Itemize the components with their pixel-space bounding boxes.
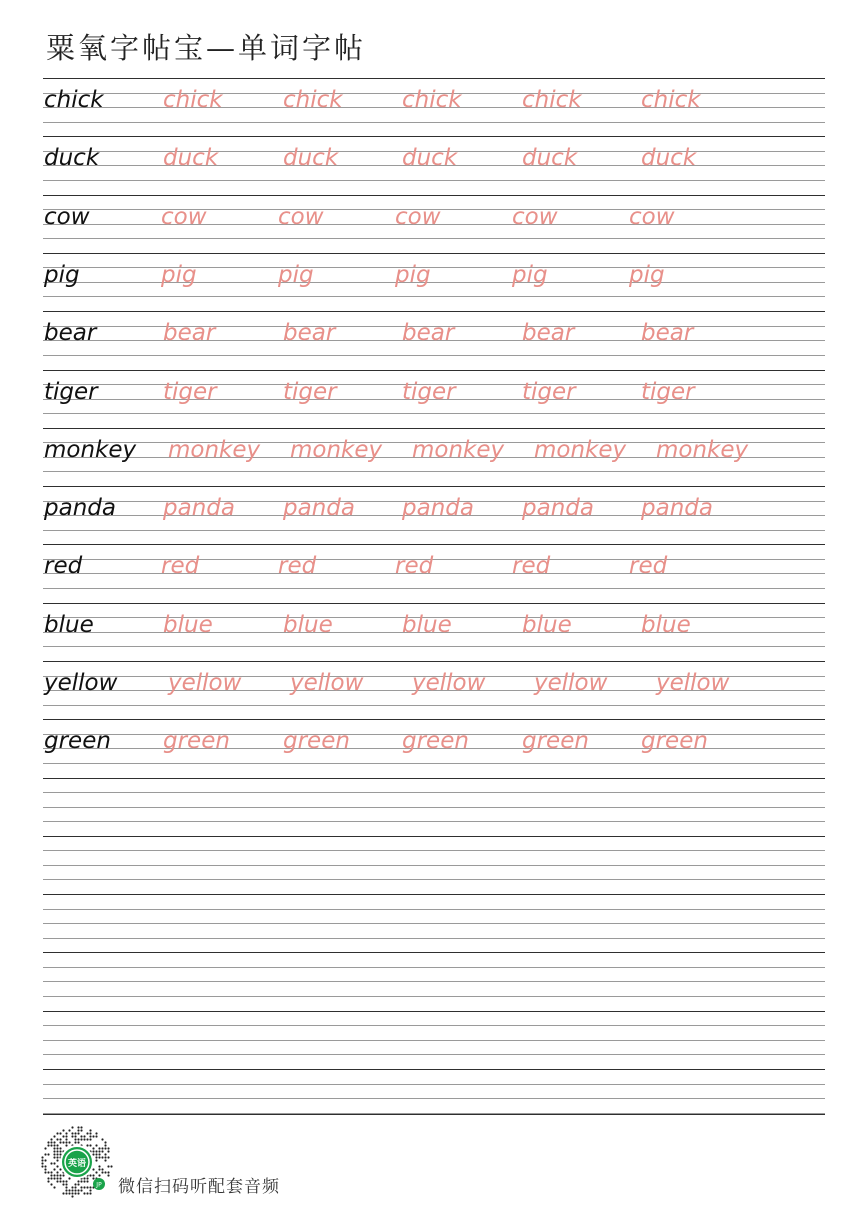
qr-corner-label: JP	[96, 1181, 102, 1189]
writing-line	[43, 1084, 825, 1085]
trace-word: cow	[278, 204, 324, 230]
trace-word: cow	[629, 204, 675, 230]
word-row	[0, 262, 868, 302]
trace-word: cow	[512, 204, 558, 230]
qr-code[interactable]	[41, 1126, 113, 1198]
writing-line	[43, 1040, 825, 1041]
trace-word: pig	[278, 262, 314, 288]
trace-word: pig	[629, 262, 665, 288]
writing-line	[43, 879, 825, 880]
trace-word: bear	[283, 320, 336, 346]
trace-word: tiger	[163, 379, 217, 405]
model-word: panda	[44, 495, 116, 521]
trace-word: bear	[522, 320, 575, 346]
writing-line	[43, 909, 825, 910]
trace-word: pig	[161, 262, 197, 288]
model-word: cow	[44, 204, 90, 230]
trace-word: monkey	[168, 437, 261, 463]
audio-caption: 微信扫码听配套音频	[118, 1177, 280, 1197]
trace-word: pig	[395, 262, 431, 288]
writing-line-top	[43, 1011, 825, 1012]
trace-word: bear	[163, 320, 216, 346]
model-word: duck	[44, 145, 100, 171]
word-row	[0, 553, 868, 593]
word-row	[0, 204, 868, 244]
trace-word: duck	[163, 145, 219, 171]
trace-word: panda	[402, 495, 474, 521]
model-word: tiger	[44, 379, 98, 405]
trace-word: yellow	[656, 670, 730, 696]
trace-word: green	[163, 728, 230, 754]
writing-line	[43, 1098, 825, 1099]
writing-line-top	[43, 836, 825, 837]
writing-line-top	[43, 719, 825, 720]
page-title: 粟氧字帖宝—单词字帖	[46, 31, 367, 65]
writing-line	[43, 996, 825, 997]
writing-line	[43, 967, 825, 968]
trace-word: red	[395, 553, 434, 579]
trace-word: bear	[641, 320, 694, 346]
model-word: blue	[44, 612, 94, 638]
trace-word: green	[522, 728, 589, 754]
writing-line	[43, 865, 825, 866]
trace-word: chick	[283, 87, 343, 113]
writing-line	[43, 1054, 825, 1055]
writing-line-top	[43, 428, 825, 429]
trace-word: monkey	[534, 437, 627, 463]
trace-word: chick	[163, 87, 223, 113]
trace-word: green	[641, 728, 708, 754]
model-word: bear	[44, 320, 97, 346]
word-row	[0, 87, 868, 127]
writing-line	[43, 792, 825, 793]
writing-line	[43, 1025, 825, 1026]
writing-line	[43, 807, 825, 808]
writing-line	[43, 981, 825, 982]
trace-word: blue	[402, 612, 452, 638]
writing-line-top	[43, 136, 825, 137]
model-word: yellow	[44, 670, 118, 696]
trace-word: duck	[522, 145, 578, 171]
writing-line-top	[43, 544, 825, 545]
writing-line-bottom	[43, 1114, 825, 1115]
trace-word: green	[402, 728, 469, 754]
trace-word: blue	[522, 612, 572, 638]
writing-line	[43, 923, 825, 924]
trace-word: bear	[402, 320, 455, 346]
qr-code-graphic	[41, 1126, 113, 1198]
writing-line	[43, 821, 825, 822]
word-row	[0, 728, 868, 768]
trace-word: pig	[512, 262, 548, 288]
model-word: pig	[44, 262, 80, 288]
trace-word: monkey	[412, 437, 505, 463]
writing-line-top	[43, 603, 825, 604]
word-row	[0, 612, 868, 652]
word-row	[0, 320, 868, 360]
writing-line	[43, 850, 825, 851]
trace-word: duck	[402, 145, 458, 171]
model-word: chick	[44, 87, 104, 113]
word-row	[0, 145, 868, 185]
word-row	[0, 437, 868, 477]
writing-line-top	[43, 486, 825, 487]
model-word: green	[44, 728, 111, 754]
trace-word: blue	[163, 612, 213, 638]
writing-line-top	[43, 370, 825, 371]
trace-word: red	[512, 553, 551, 579]
writing-line-top	[43, 778, 825, 779]
writing-line-top	[43, 952, 825, 953]
trace-word: cow	[161, 204, 207, 230]
trace-word: monkey	[290, 437, 383, 463]
qr-badge-label: 英语	[67, 1159, 87, 1169]
model-word: monkey	[44, 437, 137, 463]
word-row	[0, 495, 868, 535]
writing-line-top	[43, 1069, 825, 1070]
writing-line-top	[43, 661, 825, 662]
word-row	[0, 670, 868, 710]
writing-line-top	[43, 894, 825, 895]
trace-word: panda	[641, 495, 713, 521]
trace-word: green	[283, 728, 350, 754]
trace-word: panda	[522, 495, 594, 521]
trace-word: blue	[641, 612, 691, 638]
word-row	[0, 379, 868, 419]
trace-word: blue	[283, 612, 333, 638]
trace-word: panda	[163, 495, 235, 521]
trace-word: chick	[641, 87, 701, 113]
trace-word: red	[629, 553, 668, 579]
writing-line-top	[43, 311, 825, 312]
trace-word: tiger	[641, 379, 695, 405]
trace-word: red	[278, 553, 317, 579]
trace-word: chick	[522, 87, 582, 113]
trace-word: monkey	[656, 437, 749, 463]
trace-word: cow	[395, 204, 441, 230]
writing-line-top	[43, 195, 825, 196]
trace-word: red	[161, 553, 200, 579]
writing-line	[43, 938, 825, 939]
trace-word: panda	[283, 495, 355, 521]
trace-word: yellow	[168, 670, 242, 696]
trace-word: yellow	[534, 670, 608, 696]
trace-word: duck	[641, 145, 697, 171]
writing-line-top	[43, 78, 825, 79]
trace-word: duck	[283, 145, 339, 171]
trace-word: chick	[402, 87, 462, 113]
model-word: red	[44, 553, 83, 579]
trace-word: tiger	[402, 379, 456, 405]
writing-line-top	[43, 253, 825, 254]
trace-word: tiger	[522, 379, 576, 405]
trace-word: yellow	[290, 670, 364, 696]
trace-word: yellow	[412, 670, 486, 696]
trace-word: tiger	[283, 379, 337, 405]
